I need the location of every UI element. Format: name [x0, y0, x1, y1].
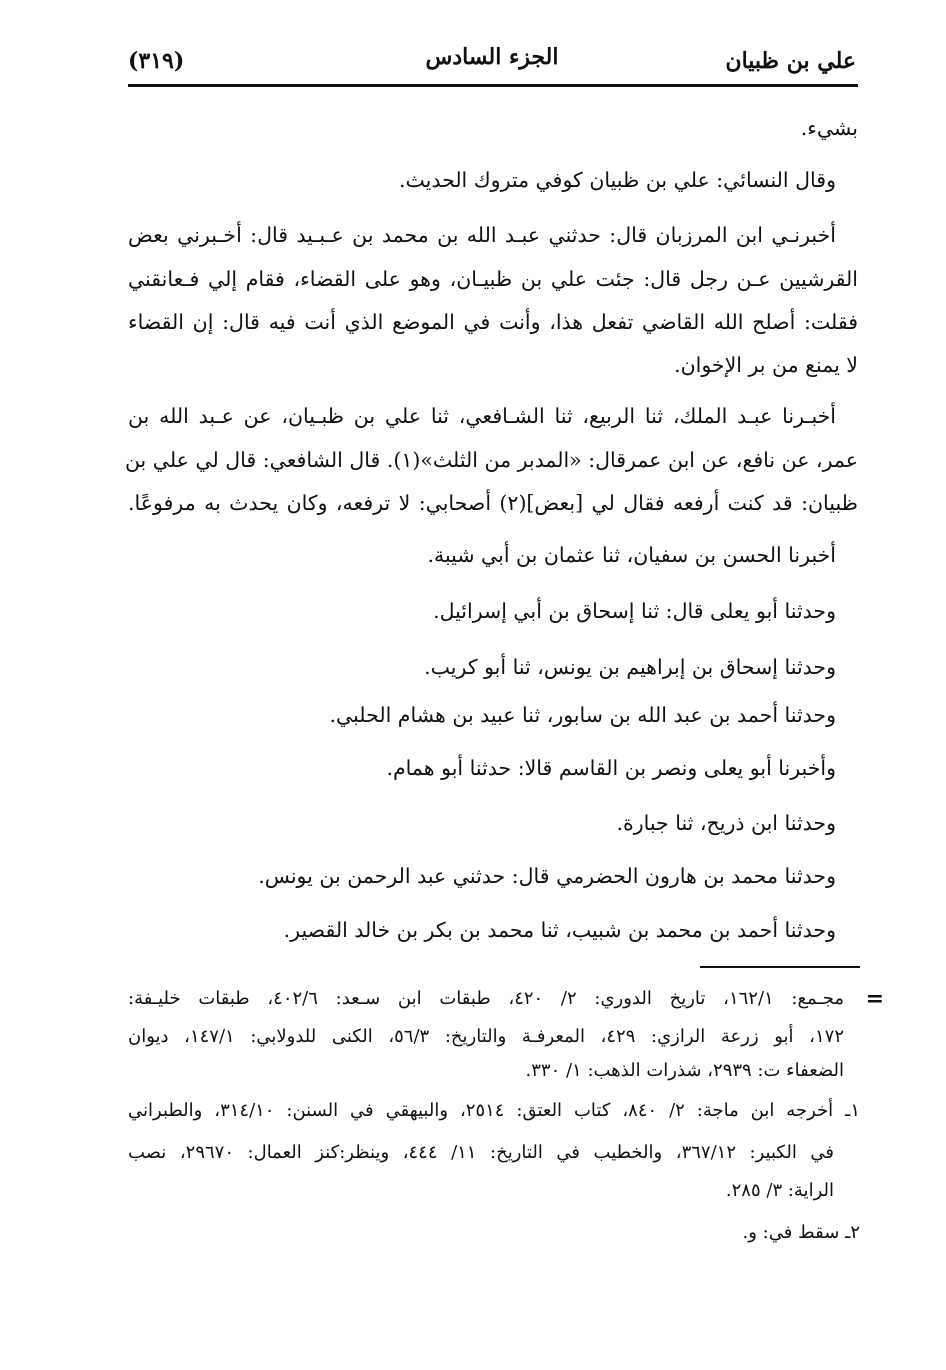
- footnote-line: الراية: ٣/ ٢٨٥.: [725, 1180, 834, 1201]
- text-line: القرشيين عـن رجل قال: جئت علي بن ظبيـان، وهو على القضاء، فقام إلي فـعانقني: [128, 267, 858, 291]
- footnote-continuation-mark: =: [865, 986, 884, 1012]
- text-line: وحدثنا محمد بن هارون الحضرمي قال: حدثني عبد الرحمن بن يونس.: [258, 864, 836, 888]
- page-number: (٣١٩): [128, 48, 185, 74]
- text-line: وقال النسائي: علي بن ظبيان كوفي متروك الحديث.: [398, 168, 836, 192]
- text-line: وحدثنا أحمد بن محمد بن شبيب، ثنا محمد بن بكر بن خالد القصير.: [283, 918, 836, 942]
- footnote-line: مجـمع: ١٦٢/١، تاريخ الدوري: ٢/ ٤٢٠، طبقات ابن سـعد: ٤٠٢/٦، طبقات خليـفة:: [128, 988, 844, 1009]
- text-line: وأخبرنا أبو يعلى ونصر بن القاسم قالا: حدثنا أبو همام.: [386, 756, 836, 780]
- text-line: أخبـرنا عبـد الملك، ثنا الربيع، ثنا الشـافعي، ثنا علي بن ظبـيان، عن عـبد الله بن: [128, 404, 836, 428]
- text-line: فقلت: أصلح الله القاضي تفعل هذا، وأنت في الموضع الذي أنت فيه قال: إن القضاء: [128, 310, 858, 334]
- footnote-line: ٢ـ سقط في: و.: [742, 1222, 860, 1243]
- text-line: وحدثنا ابن ذريح، ثنا جبارة.: [616, 811, 836, 835]
- header-volume: الجزء السادس: [425, 44, 559, 70]
- text-line: بشيء.: [800, 116, 858, 140]
- text-line: وحدثنا أحمد بن عبد الله بن سابور، ثنا عبيد بن هشام الحلبي.: [329, 703, 836, 727]
- text-line: وحدثنا إسحاق بن إبراهيم بن يونس، ثنا أبو كريب.: [424, 655, 836, 679]
- text-line: وحدثنا أبو يعلى قال: ثنا إسحاق بن أبي إسرائيل.: [433, 599, 836, 623]
- footnote-line: ١٧٢، أبو زرعة الرازي: ٤٢٩، المعرفـة والتاريخ: ٥٦/٣، الكنى للدولابي: ١٤٧/١، ديوان: [128, 1026, 844, 1047]
- text-line: أخبرنا الحسن بن سفيان، ثنا عثمان بن أبي شيبة.: [427, 543, 836, 567]
- text-line: عمر، عن نافع، عن ابن عمرقال: «المدبر من الثلث»(١). قال الشافعي: قال لي علي بن: [124, 448, 858, 472]
- header-author: علي بن ظبيان: [725, 48, 856, 74]
- footnote-line: ١ـ أخرجه ابن ماجة: ٢/ ٨٤٠، كتاب العتق: ٢٥١٤، والبيهقي في السنن: ٣١٤/١٠، والطبراني: [128, 1100, 861, 1121]
- text-line: لا يمنع من بر الإخوان.: [674, 353, 858, 377]
- text-line: أخبرنـي ابن المرزبان قال: حدثني عبـد الله بن محمد بن عـبـيد قال: أخـبرني بعض: [128, 223, 836, 247]
- text-line: ظبيان: قد كنت أرفعه فقال لي [بعض](٢) أصحابي: لا ترفعه، وكان يحدث به مرفوعًا.: [128, 491, 858, 515]
- footnote-line: في الكبير: ٣٦٧/١٢، والخطيب في التاريخ: ١١/ ٤٤٤، وينظر:كنز العمال: ٢٩٦٧٠، نصب: [128, 1142, 834, 1163]
- footnote-rule: [700, 966, 860, 968]
- main-text: [124, 0, 858, 960]
- footnote-line: الضعفاء ت: ٢٩٣٩، شذرات الذهب: ١/ ٣٣٠.: [525, 1060, 844, 1081]
